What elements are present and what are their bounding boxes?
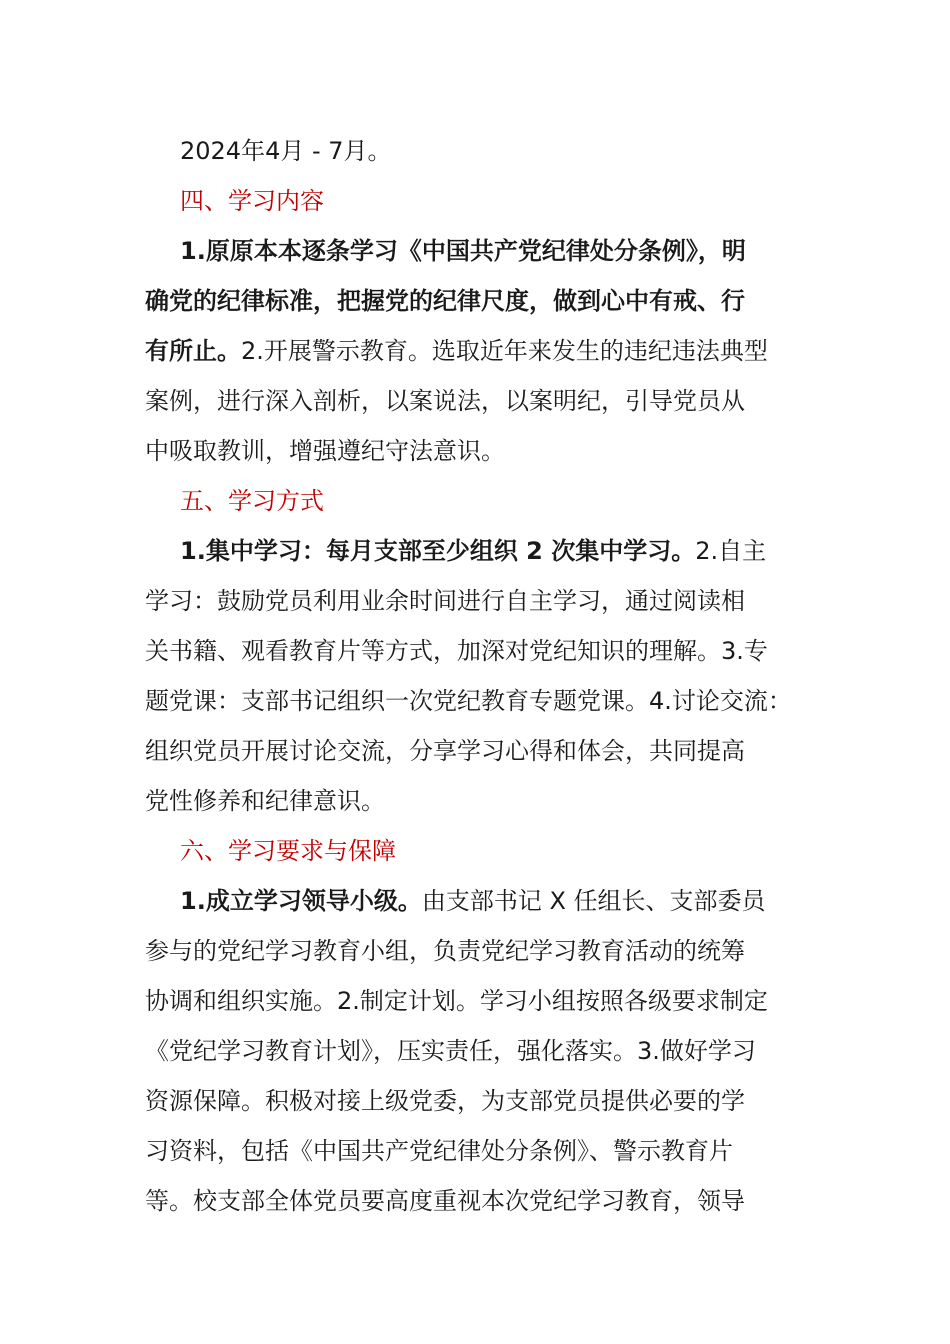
paragraph-line: 《党纪学习教育计划》，压实责任，强化落实。3.做好学习	[145, 1037, 756, 1065]
paragraph-line: 确党的纪律标准，把握党的纪律尺度，做到心中有戒、行	[145, 287, 745, 315]
paragraph-line: 1.集中学习：每月支部至少组织 2 次集中学习。2.自主	[180, 537, 767, 565]
date-range-line: 2024年4月 - 7月。	[180, 137, 392, 165]
paragraph-line: 等。校支部全体党员要高度重视本次党纪学习教育，领导	[145, 1187, 745, 1215]
paragraph-line: 案例，进行深入剖析，以案说法，以案明纪，引导党员从	[145, 387, 745, 415]
section-heading-content: 四、学习内容	[180, 187, 324, 215]
paragraph-line: 题党课：支部书记组织一次党纪教育专题党课。4.讨论交流：	[145, 687, 792, 715]
paragraph-line: 中吸取教训，增强遵纪守法意识。	[145, 437, 505, 465]
paragraph-line: 参与的党纪学习教育小组，负责党纪学习教育活动的统筹	[145, 937, 745, 965]
paragraph-line: 关书籍、观看教育片等方式，加深对党纪知识的理解。3.专	[145, 637, 768, 665]
section-heading-requirements: 六、学习要求与保障	[180, 837, 396, 865]
paragraph-line: 1.原原本本逐条学习《中国共产党纪律处分条例》，明	[180, 237, 746, 265]
section-heading-method: 五、学习方式	[180, 487, 324, 515]
paragraph-line: 1.成立学习领导小级。由支部书记 X 任组长、支部委员	[180, 887, 766, 915]
paragraph-line: 资源保障。积极对接上级党委，为支部党员提供必要的学	[145, 1087, 745, 1115]
paragraph-line: 党性修养和纪律意识。	[145, 787, 385, 815]
paragraph-line: 组织党员开展讨论交流，分享学习心得和体会，共同提高	[145, 737, 745, 765]
paragraph-line: 习资料，包括《中国共产党纪律处分条例》、警示教育片	[145, 1137, 733, 1165]
paragraph-line: 学习：鼓励党员利用业余时间进行自主学习，通过阅读相	[145, 587, 745, 615]
paragraph-line: 有所止。2.开展警示教育。选取近年来发生的违纪违法典型	[145, 337, 768, 365]
paragraph-line: 协调和组织实施。2.制定计划。学习小组按照各级要求制定	[145, 987, 768, 1015]
